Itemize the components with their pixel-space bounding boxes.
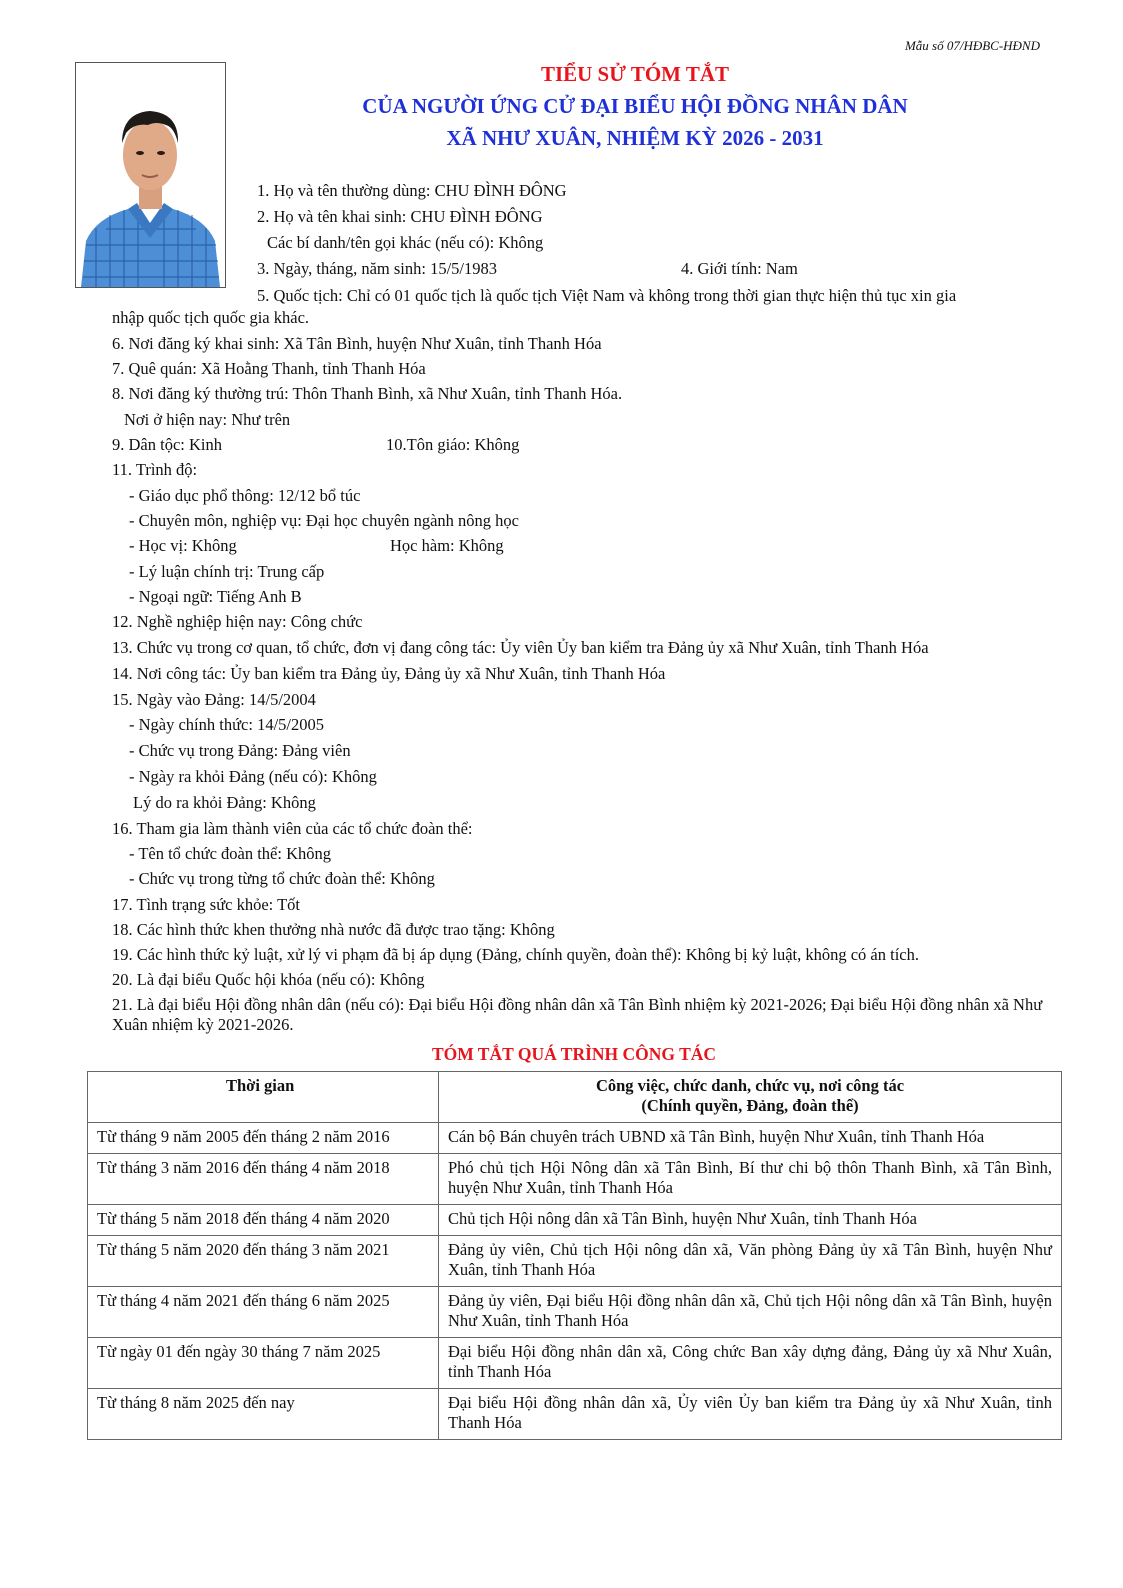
party-position: - Chức vụ trong Đảng: Đảng viên [129, 741, 351, 760]
political-theory: - Lý luận chính trị: Trung cấp [129, 562, 325, 581]
birth-registration-place: 6. Nơi đăng ký khai sinh: Xã Tân Bình, huyện Như Xuân, tỉnh Thanh Hóa [112, 334, 602, 353]
job-cell: Đảng ủy viên, Chủ tịch Hội nông dân xã, Văn phòng Đảng ủy xã Tân Bình, huyện Như Xuân, tỉnh Thanh Hóa [439, 1236, 1062, 1287]
candidate-photo [75, 62, 226, 288]
gender: 4. Giới tính: Nam [681, 259, 798, 278]
common-name: 1. Họ và tên thường dùng: CHU ĐÌNH ĐÔNG [257, 181, 567, 200]
party-leave-date: - Ngày ra khỏi Đảng (nếu có): Không [129, 767, 377, 786]
academic-title: Học hàm: Không [390, 536, 504, 555]
time-cell: Từ tháng 5 năm 2018 đến tháng 4 năm 2020 [88, 1205, 439, 1236]
table-row [88, 1338, 1062, 1389]
party-join-date: 15. Ngày vào Đảng: 14/5/2004 [112, 690, 316, 709]
awards: 18. Các hình thức khen thưởng nhà nước đã được trao tặng: Không [112, 920, 555, 939]
discipline: 19. Các hình thức kỷ luật, xử lý vi phạm đã bị áp dụng (Đảng, chính quyền, đoàn thể): Không bị kỷ luật, không có án tích. [112, 945, 919, 964]
job-cell: Đại biểu Hội đồng nhân dân xã, Công chức Ban xây dựng đảng, Đảng ủy xã Như Xuân, tỉnh Thanh Hóa [439, 1338, 1062, 1389]
party-leave-reason: Lý do ra khỏi Đảng: Không [133, 793, 316, 812]
table-row [88, 1123, 1062, 1154]
table-row [88, 1154, 1062, 1205]
current-residence: Nơi ở hiện nay: Như trên [124, 410, 291, 429]
column-header-job-line2: (Chính quyền, Đảng, đoàn thể) [641, 1096, 859, 1115]
job-cell: Đại biểu Hội đồng nhân dân xã, Ủy viên Ủy ban kiểm tra Đảng ủy xã Như Xuân, tỉnh Thanh Hóa [439, 1389, 1062, 1440]
workplace: 14. Nơi công tác: Ủy ban kiểm tra Đảng ủy, Đảng ủy xã Như Xuân, tỉnh Thanh Hóa [112, 664, 666, 683]
time-cell: Từ ngày 01 đến ngày 30 tháng 7 năm 2025 [88, 1338, 439, 1389]
time-cell: Từ tháng 3 năm 2016 đến tháng 4 năm 2018 [88, 1154, 439, 1205]
time-cell: Từ tháng 9 năm 2005 đến tháng 2 năm 2016 [88, 1123, 439, 1154]
ethnicity: 9. Dân tộc: Kinh [112, 435, 222, 454]
permanent-residence: 8. Nơi đăng ký thường trú: Thôn Thanh Bình, xã Như Xuân, tỉnh Thanh Hóa. [112, 384, 623, 403]
professional-qualification: - Chuyên môn, nghiệp vụ: Đại học chuyên ngành nông học [129, 511, 519, 530]
work-history-table [87, 1071, 1062, 1440]
table-row [88, 1205, 1062, 1236]
column-header-job-line1: Công việc, chức danh, chức vụ, nơi công tác [595, 1076, 905, 1095]
table-row [88, 1389, 1062, 1440]
council-delegate: 21. Là đại biểu Hội đồng nhân dân (nếu có): Đại biểu Hội đồng nhân dân xã Tân Bình nhiệm kỳ 2021-2026; Đại biểu Hội đồng nhân xã Như Xuân nhiệm kỳ 2021-2026. [112, 995, 1043, 1034]
hometown: 7. Quê quán: Xã Hoằng Thanh, tỉnh Thanh Hóa [112, 359, 426, 378]
table-row [88, 1236, 1062, 1287]
foreign-language: - Ngoại ngữ: Tiếng Anh B [129, 587, 302, 606]
document-subtitle: CỦA NGƯỜI ỨNG CỬ ĐẠI BIỂU HỘI ĐỒNG NHÂN DÂN [362, 94, 908, 118]
time-cell: Từ tháng 4 năm 2021 đến tháng 6 năm 2025 [88, 1287, 439, 1338]
religion: 10.Tôn giáo: Không [386, 435, 520, 454]
document-term: XÃ NHƯ XUÂN, NHIỆM KỲ 2026 - 2031 [446, 126, 824, 150]
academic-degree: - Học vị: Không [129, 536, 237, 555]
position: 13. Chức vụ trong cơ quan, tổ chức, đơn vị đang công tác: Ủy viên Ủy ban kiểm tra Đảng ủy xã Như Xuân, tỉnh Thanh Hóa [112, 638, 929, 657]
job-cell: Phó chủ tịch Hội Nông dân xã Tân Bình, Bí thư chi bộ thôn Thanh Bình, xã Tân Bình, huyện Như Xuân, tỉnh Thanh Hóa [439, 1154, 1062, 1205]
column-header-time: Thời gian [88, 1072, 439, 1123]
nationality: 5. Quốc tịch: Chỉ có 01 quốc tịch là quốc tịch Việt Nam và không trong thời gian thực hiện thủ tục xin gia [257, 286, 957, 305]
work-history-heading: TÓM TẮT QUÁ TRÌNH CÔNG TÁC [431, 1044, 717, 1064]
table-header-row [88, 1072, 1062, 1123]
job-cell: Chủ tịch Hội nông dân xã Tân Bình, huyện Như Xuân, tỉnh Thanh Hóa [439, 1205, 1062, 1236]
time-cell: Từ tháng 8 năm 2025 đến nay [88, 1389, 439, 1440]
birth-name: 2. Họ và tên khai sinh: CHU ĐÌNH ĐÔNG [257, 207, 543, 226]
form-code: Mẫu số 07/HĐBC-HĐND [904, 38, 1040, 53]
document-title: TIỂU SỬ TÓM TẮT [540, 62, 730, 86]
party-official-date: - Ngày chính thức: 14/5/2005 [129, 715, 324, 734]
education-heading: 11. Trình độ: [112, 460, 198, 479]
table-row [88, 1287, 1062, 1338]
nationality-continued: nhập quốc tịch quốc gia khác. [112, 308, 310, 327]
organizations-heading: 16. Tham gia làm thành viên của các tổ chức đoàn thể: [112, 819, 473, 838]
column-header-job [439, 1072, 1062, 1123]
job-cell: Cán bộ Bán chuyên trách UBND xã Tân Bình, huyện Như Xuân, tỉnh Thanh Hóa [439, 1123, 1062, 1154]
date-of-birth: 3. Ngày, tháng, năm sinh: 15/5/1983 [257, 259, 497, 278]
time-cell: Từ tháng 5 năm 2020 đến tháng 3 năm 2021 [88, 1236, 439, 1287]
occupation: 12. Nghề nghiệp hiện nay: Công chức [112, 612, 363, 631]
organization-name: - Tên tổ chức đoàn thể: Không [129, 844, 332, 863]
aliases: Các bí danh/tên gọi khác (nếu có): Không [267, 233, 544, 252]
organization-position: - Chức vụ trong từng tổ chức đoàn thể: Không [129, 869, 435, 888]
health-status: 17. Tình trạng sức khỏe: Tốt [112, 895, 300, 914]
general-education: - Giáo dục phổ thông: 12/12 bổ túc [129, 486, 361, 505]
national-assembly-delegate: 20. Là đại biểu Quốc hội khóa (nếu có): Không [112, 970, 425, 989]
job-cell: Đảng ủy viên, Đại biểu Hội đồng nhân dân xã, Chủ tịch Hội nông dân xã Tân Bình, huyện Như Xuân, tỉnh Thanh Hóa [439, 1287, 1062, 1338]
